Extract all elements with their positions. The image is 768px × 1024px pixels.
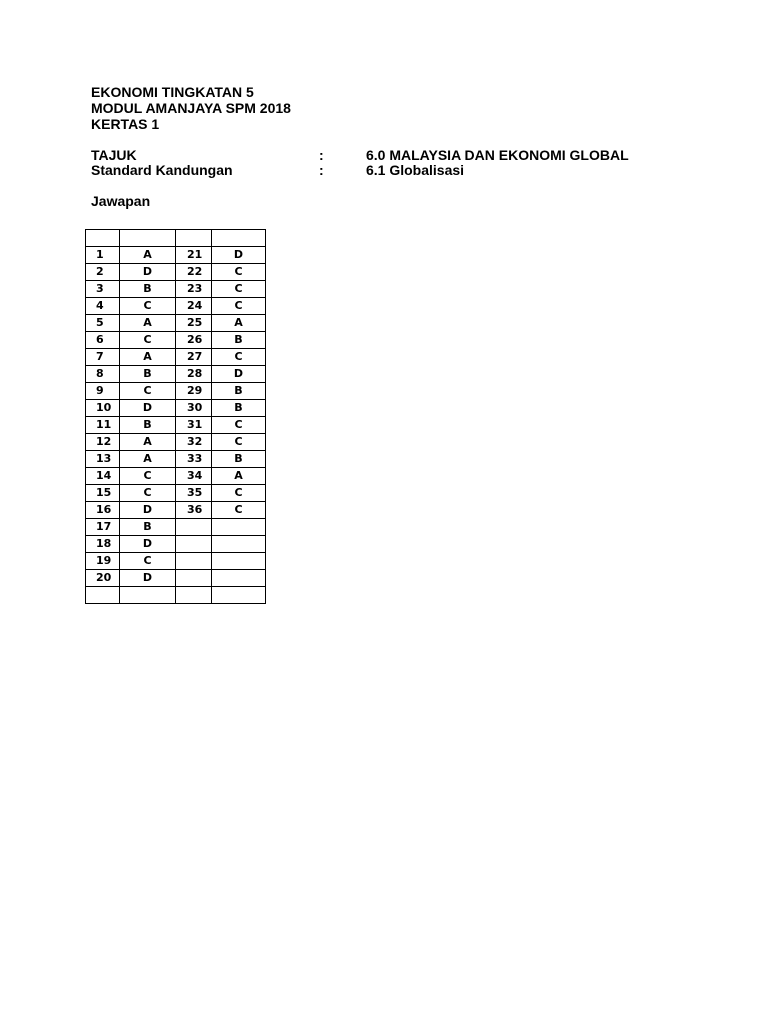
- answer-cell: C: [212, 485, 266, 502]
- question-number-cell: 30: [176, 400, 212, 417]
- answer-cell: B: [212, 383, 266, 400]
- question-number-cell: 1: [86, 247, 120, 264]
- answer-cell: C: [212, 434, 266, 451]
- standard-separator: :: [319, 162, 324, 178]
- question-number-cell: 13: [86, 451, 120, 468]
- question-number-cell: 20: [86, 570, 120, 587]
- question-number-cell: 17: [86, 519, 120, 536]
- table-cell: [86, 230, 120, 247]
- question-number-cell: [176, 570, 212, 587]
- module-title: MODUL AMANJAYA SPM 2018: [91, 100, 291, 116]
- table-row: [86, 434, 266, 451]
- question-number-cell: 31: [176, 417, 212, 434]
- table-row: [86, 264, 266, 281]
- table-row: [86, 332, 266, 349]
- topic-value: 6.0 MALAYSIA DAN EKONOMI GLOBAL: [366, 147, 629, 163]
- answers-heading: Jawapan: [91, 193, 151, 209]
- answer-cell: C: [212, 281, 266, 298]
- paper-title: KERTAS 1: [91, 116, 160, 132]
- table-cell: [212, 230, 266, 247]
- table-row: [86, 451, 266, 468]
- question-number-cell: 18: [86, 536, 120, 553]
- table-cell: [120, 230, 176, 247]
- table-cell: [120, 587, 176, 604]
- question-number-cell: 5: [86, 315, 120, 332]
- question-number-cell: 26: [176, 332, 212, 349]
- table-row-blank-top: [86, 230, 266, 247]
- question-number-cell: 27: [176, 349, 212, 366]
- answer-cell: A: [120, 451, 176, 468]
- answer-cell: C: [120, 298, 176, 315]
- table-row: [86, 298, 266, 315]
- answer-cell: C: [212, 502, 266, 519]
- table-row: [86, 468, 266, 485]
- table-row: [86, 281, 266, 298]
- answer-cell: [212, 553, 266, 570]
- question-number-cell: 35: [176, 485, 212, 502]
- question-number-cell: 33: [176, 451, 212, 468]
- question-number-cell: 12: [86, 434, 120, 451]
- answer-cell: C: [212, 417, 266, 434]
- question-number-cell: 2: [86, 264, 120, 281]
- table-row: [86, 553, 266, 570]
- question-number-cell: 3: [86, 281, 120, 298]
- question-number-cell: 4: [86, 298, 120, 315]
- topic-separator: :: [319, 147, 324, 163]
- table-row: [86, 366, 266, 383]
- answer-cell: C: [212, 349, 266, 366]
- answer-cell: A: [120, 349, 176, 366]
- question-number-cell: 9: [86, 383, 120, 400]
- table-row: [86, 349, 266, 366]
- answer-cell: C: [212, 298, 266, 315]
- question-number-cell: 32: [176, 434, 212, 451]
- answer-cell: B: [212, 332, 266, 349]
- answer-cell: D: [120, 570, 176, 587]
- question-number-cell: 8: [86, 366, 120, 383]
- answer-cell: C: [120, 485, 176, 502]
- table-cell: [86, 587, 120, 604]
- answer-cell: C: [212, 264, 266, 281]
- answer-cell: A: [120, 434, 176, 451]
- answer-cell: A: [120, 315, 176, 332]
- table-row: [86, 502, 266, 519]
- question-number-cell: 36: [176, 502, 212, 519]
- standard-value: 6.1 Globalisasi: [366, 162, 465, 178]
- table-row: [86, 417, 266, 434]
- question-number-cell: 11: [86, 417, 120, 434]
- answer-cell: C: [120, 383, 176, 400]
- question-number-cell: 21: [176, 247, 212, 264]
- standard-label: Standard Kandungan: [91, 162, 233, 178]
- table-cell: [212, 587, 266, 604]
- question-number-cell: 24: [176, 298, 212, 315]
- question-number-cell: [176, 536, 212, 553]
- answer-cell: A: [212, 468, 266, 485]
- question-number-cell: 7: [86, 349, 120, 366]
- question-number-cell: 34: [176, 468, 212, 485]
- question-number-cell: 16: [86, 502, 120, 519]
- answer-cell: A: [212, 315, 266, 332]
- answer-cell: C: [120, 468, 176, 485]
- answer-key-table: [85, 229, 266, 604]
- table-row: [86, 485, 266, 502]
- answer-cell: D: [212, 247, 266, 264]
- answer-cell: A: [120, 247, 176, 264]
- answer-cell: D: [120, 400, 176, 417]
- table-row: [86, 519, 266, 536]
- question-number-cell: 23: [176, 281, 212, 298]
- question-number-cell: 29: [176, 383, 212, 400]
- question-number-cell: [176, 553, 212, 570]
- answer-cell: B: [120, 281, 176, 298]
- table-row: [86, 247, 266, 264]
- table-row: [86, 383, 266, 400]
- question-number-cell: 14: [86, 468, 120, 485]
- question-number-cell: 19: [86, 553, 120, 570]
- answer-cell: C: [120, 553, 176, 570]
- answer-cell: D: [120, 536, 176, 553]
- table-row: [86, 315, 266, 332]
- table-row: [86, 536, 266, 553]
- table-cell: [176, 587, 212, 604]
- answer-cell: C: [120, 332, 176, 349]
- answer-cell: B: [212, 451, 266, 468]
- answer-cell: B: [120, 366, 176, 383]
- answer-cell: B: [212, 400, 266, 417]
- question-number-cell: 28: [176, 366, 212, 383]
- answer-cell: [212, 536, 266, 553]
- table-row: [86, 400, 266, 417]
- answer-cell: D: [120, 264, 176, 281]
- answer-cell: D: [212, 366, 266, 383]
- question-number-cell: 22: [176, 264, 212, 281]
- table-cell: [176, 230, 212, 247]
- answer-cell: [212, 570, 266, 587]
- question-number-cell: [176, 519, 212, 536]
- question-number-cell: 10: [86, 400, 120, 417]
- topic-label: TAJUK: [91, 147, 137, 163]
- answer-cell: [212, 519, 266, 536]
- document-title: EKONOMI TINGKATAN 5: [91, 84, 254, 100]
- answer-cell: B: [120, 519, 176, 536]
- answer-cell: B: [120, 417, 176, 434]
- table-row: [86, 570, 266, 587]
- table-row-blank-bottom: [86, 587, 266, 604]
- answer-cell: D: [120, 502, 176, 519]
- question-number-cell: 15: [86, 485, 120, 502]
- question-number-cell: 25: [176, 315, 212, 332]
- question-number-cell: 6: [86, 332, 120, 349]
